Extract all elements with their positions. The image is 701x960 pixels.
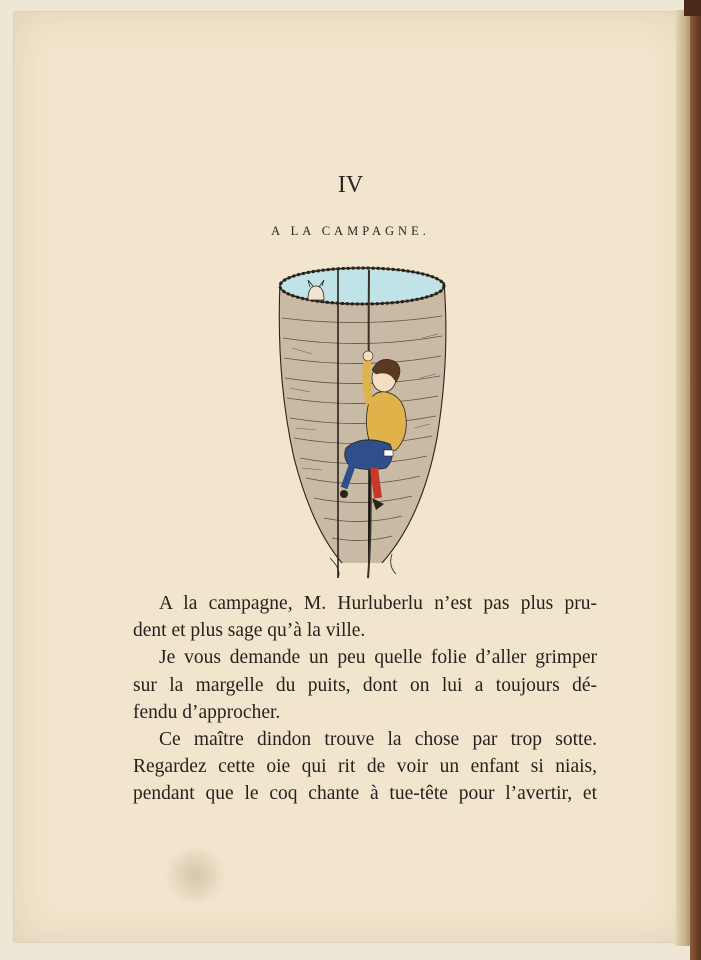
text-line: dent et plus sage qu’à la ville.	[133, 620, 366, 642]
text-line: fendu d’approcher.	[133, 701, 281, 723]
page-edge	[676, 10, 690, 946]
text-line: Regardez cette oie qui rit de voir un enfant si niais,	[133, 756, 597, 778]
binding-corner	[684, 0, 701, 16]
boy-climbing-well-rope-illustration	[272, 258, 452, 583]
text-line: pendant que le coq chante à tue-tête pour l’avertir, et	[133, 783, 597, 805]
book-binding	[690, 0, 701, 960]
paper-stain	[160, 848, 230, 903]
text-line: Je vous demande un peu quelle folie d’aller grimper	[159, 647, 597, 669]
paragraph	[133, 644, 597, 726]
body-text	[133, 590, 597, 808]
chapter-number: IV	[337, 172, 364, 198]
chapter-title: A LA CAMPAGNE.	[271, 224, 430, 238]
text-line: Ce maître dindon trouve la chose par trop sotte.	[159, 729, 597, 751]
well-illustration	[272, 258, 452, 583]
paragraph	[133, 726, 597, 808]
text-line: A la campagne, M. Hurluberlu n’est pas plus pru-	[159, 593, 597, 614]
text-line: sur la margelle du puits, dont on lui a toujours dé-	[133, 674, 597, 696]
paragraph	[133, 590, 597, 644]
